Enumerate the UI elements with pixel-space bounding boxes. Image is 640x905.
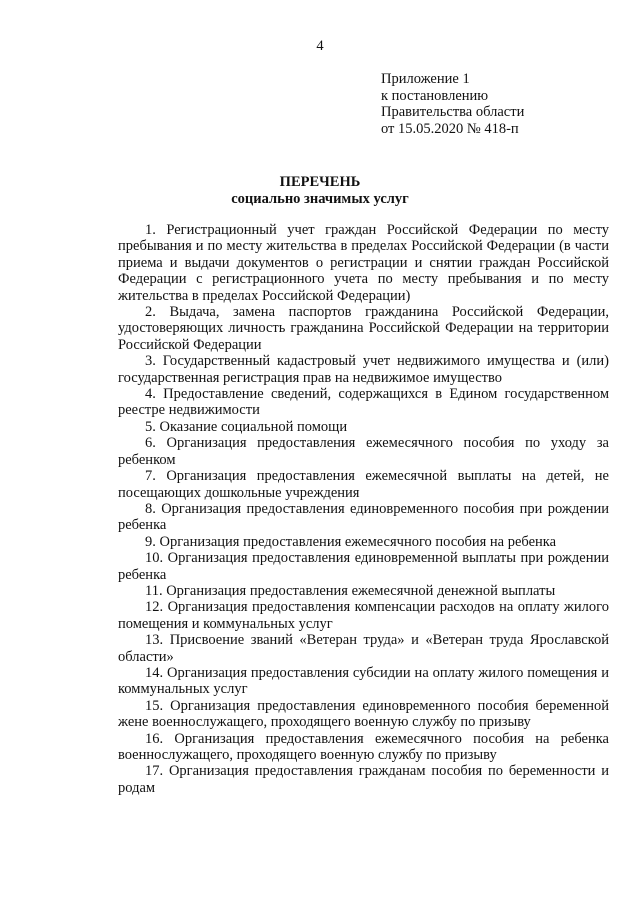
list-item: 14. Организация предоставления субсидии на оплату жилого помещения и коммунальных услуг <box>118 664 609 698</box>
list-item: 11. Организация предоставления ежемесячной денежной выплаты <box>145 582 556 599</box>
list-item: 4. Предоставление сведений, содержащихся в Едином государственном реестре недвижимости <box>118 386 609 419</box>
appendix-header <box>381 71 524 137</box>
document-subtitle: социально значимых услуг <box>231 190 409 207</box>
services-list <box>118 222 609 796</box>
document-title: ПЕРЕЧЕНЬ <box>279 174 361 190</box>
list-item: 10. Организация предоставления единовременной выплаты при рождении ребенка <box>118 550 609 583</box>
list-item: 1. Регистрационный учет граждан Российской Федерации по месту пребывания и по месту жительства в пределах Российской Федерации (в части приема и выдачи документов о регистрации и снятии граждан Российской Федерации с регистрационного учета по месту пребывания и по месту жительства в пределах Российской Федерации) <box>118 222 609 304</box>
list-item: 15. Организация предоставления единовременного пособия беременной жене военнослужащего, проходящего военную службу по призыву <box>118 697 609 731</box>
appendix-line-3: Правительства области <box>381 104 525 120</box>
document-title-block <box>0 174 640 207</box>
list-item: 13. Присвоение званий «Ветеран труда» и «Ветеран труда Ярославской области» <box>118 632 609 665</box>
list-item: 6. Организация предоставления ежемесячного пособия по уходу за ребенком <box>118 435 609 468</box>
appendix-line-2: к постановлению <box>381 87 489 104</box>
list-item: 16. Организация предоставления ежемесячного пособия на ребенка военнослужащего, проходящего военную службу по призыву <box>118 730 609 763</box>
list-item: 2. Выдача, замена паспортов гражданина Российской Федерации, удостоверяющих личность гражданина Российской Федерации на территории Российской Федерации <box>118 304 609 353</box>
list-item: 17. Организация предоставления гражданам пособия по беременности и родам <box>118 763 609 796</box>
list-item: 3. Государственный кадастровый учет недвижимого имущества и (или) государственная регистрация прав на недвижимое имущество <box>118 353 609 386</box>
page-number: 4 <box>316 38 324 54</box>
list-item: 12. Организация предоставления компенсации расходов на оплату жилого помещения и коммунальных услуг <box>118 599 609 632</box>
list-item: 5. Оказание социальной помощи <box>145 418 348 435</box>
list-item: 7. Организация предоставления ежемесячной выплаты на детей, не посещающих дошкольные учреждения <box>118 468 609 501</box>
appendix-line-1: Приложение 1 <box>381 71 470 87</box>
list-item: 9. Организация предоставления ежемесячного пособия на ребенка <box>145 533 557 550</box>
appendix-line-4: от 15.05.2020 № 418-п <box>381 120 519 137</box>
list-item: 8. Организация предоставления единовременного пособия при рождении ребенка <box>118 500 609 534</box>
